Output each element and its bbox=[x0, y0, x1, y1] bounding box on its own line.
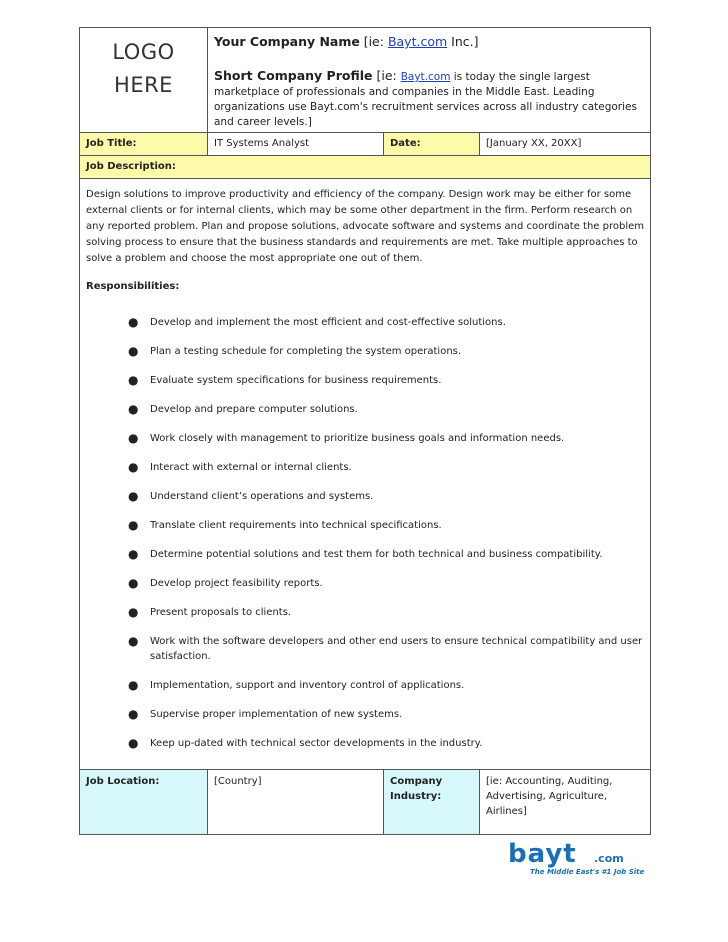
responsibility-text: Plan a testing schedule for completing the system operations. bbox=[150, 346, 462, 357]
responsibility-item bbox=[86, 431, 644, 446]
responsibility-item bbox=[86, 576, 644, 591]
bullet-icon: ● bbox=[128, 736, 139, 750]
company-profile bbox=[214, 68, 644, 130]
responsibility-text: Work with the software developers and other end users to ensure technical compatibility and user satisfaction. bbox=[150, 636, 643, 662]
job-title-label: Job Title: bbox=[80, 133, 208, 156]
responsibilities-heading: Responsibilities: bbox=[86, 281, 180, 292]
company-name-link[interactable]: Bayt.com bbox=[387, 34, 448, 49]
responsibility-text: Work closely with management to prioritize business goals and information needs. bbox=[150, 433, 565, 444]
responsibility-item bbox=[86, 315, 644, 330]
responsibility-text: Translate client requirements into technical specifications. bbox=[150, 520, 442, 531]
header-row bbox=[80, 28, 651, 133]
responsibility-item bbox=[86, 489, 644, 504]
job-description-body bbox=[80, 179, 651, 770]
responsibility-item bbox=[86, 518, 644, 533]
company-name-end: Inc.] bbox=[447, 34, 479, 49]
responsibility-item bbox=[86, 344, 644, 359]
bullet-icon: ● bbox=[128, 518, 139, 532]
profile-label: Short Company Profile bbox=[214, 68, 373, 83]
bullet-icon: ● bbox=[128, 634, 139, 648]
job-location-row bbox=[80, 770, 651, 835]
bullet-icon: ● bbox=[128, 605, 139, 619]
company-name-ie: [ie: bbox=[363, 34, 388, 49]
responsibility-text: Develop and prepare computer solutions. bbox=[150, 404, 358, 415]
bullet-icon: ● bbox=[128, 460, 139, 474]
responsibility-text: Develop and implement the most efficient and cost-effective solutions. bbox=[150, 317, 506, 328]
job-location-value: [Country] bbox=[208, 770, 384, 835]
job-description-body-row bbox=[80, 179, 651, 770]
logo-placeholder bbox=[80, 28, 208, 133]
company-info bbox=[208, 28, 651, 133]
responsibility-text: Present proposals to clients. bbox=[150, 607, 292, 618]
responsibility-item bbox=[86, 460, 644, 475]
profile-ie: [ie: bbox=[372, 68, 401, 83]
bullet-icon: ● bbox=[128, 315, 139, 329]
bayt-logo-tagline: The Middle East's #1 Job Site bbox=[530, 868, 645, 876]
responsibility-text: Interact with external or internal clients. bbox=[150, 462, 352, 473]
bayt-logo bbox=[508, 838, 648, 878]
bayt-logo-graphic bbox=[508, 838, 648, 878]
responsibility-item bbox=[86, 678, 644, 693]
responsibility-text: Develop project feasibility reports. bbox=[150, 578, 323, 589]
job-location-label: Job Location: bbox=[80, 770, 208, 835]
responsibility-text: Keep up-dated with technical sector developments in the industry. bbox=[150, 738, 483, 749]
company-industry-label: Company Industry: bbox=[384, 770, 480, 835]
job-description-document bbox=[79, 27, 650, 835]
responsibility-text: Understand client’s operations and systems. bbox=[150, 491, 374, 502]
job-description-text: Design solutions to improve productivity and efficiency of the company. Design work may be either for some external clients or for internal clients, which may be some other department in the firm. Perform research on any reported problem. Plan and propose solutions, advocate software and systems and coordinate the problem solving process to ensure that the business standards and requirements are met. Take multiple approaches to solve a problem and choose the most appropriate one out of them. bbox=[86, 189, 645, 264]
responsibility-item bbox=[86, 402, 644, 417]
bayt-logo-wordmark: bayt bbox=[508, 839, 577, 869]
responsibility-item bbox=[86, 373, 644, 388]
responsibility-item bbox=[86, 605, 644, 620]
responsibility-text: Evaluate system specifications for business requirements. bbox=[150, 375, 442, 386]
job-description-label-row bbox=[80, 156, 651, 179]
date-value: [January XX, 20XX] bbox=[480, 133, 651, 156]
responsibility-text: Determine potential solutions and test them for both technical and business compatibility. bbox=[150, 549, 603, 560]
responsibilities-list bbox=[86, 315, 644, 751]
profile-link[interactable]: Bayt.com bbox=[400, 71, 451, 83]
responsibility-item bbox=[86, 736, 644, 751]
bullet-icon: ● bbox=[128, 373, 139, 387]
bullet-icon: ● bbox=[128, 344, 139, 358]
bayt-logo-suffix: .com bbox=[594, 852, 624, 865]
bullet-icon: ● bbox=[128, 489, 139, 503]
responsibility-item bbox=[86, 634, 644, 664]
bullet-icon: ● bbox=[128, 576, 139, 590]
date-label: Date: bbox=[384, 133, 480, 156]
profile-text: is today the single largest marketplace of professionals and companies in the Middle East. Leading organizations use Bayt.com's recruitment services across all industry categories and career levels.] bbox=[214, 71, 637, 128]
company-industry-value: [ie: Accounting, Auditing, Advertising, Agriculture, Airlines] bbox=[480, 770, 651, 835]
job-title-row bbox=[80, 133, 651, 156]
logo-line-2: HERE bbox=[114, 73, 173, 97]
responsibility-item bbox=[86, 707, 644, 722]
responsibility-item bbox=[86, 547, 644, 562]
company-name-label: Your Company Name bbox=[214, 34, 360, 49]
bullet-icon: ● bbox=[128, 431, 139, 445]
bullet-icon: ● bbox=[128, 547, 139, 561]
job-description-label: Job Description: bbox=[80, 156, 651, 179]
responsibility-text: Supervise proper implementation of new systems. bbox=[150, 709, 403, 720]
logo-line-1: LOGO bbox=[112, 40, 175, 64]
responsibility-text: Implementation, support and inventory control of applications. bbox=[150, 680, 465, 691]
job-title-value: IT Systems Analyst bbox=[208, 133, 384, 156]
bullet-icon: ● bbox=[128, 707, 139, 721]
bullet-icon: ● bbox=[128, 402, 139, 416]
bullet-icon: ● bbox=[128, 678, 139, 692]
job-description-table bbox=[79, 27, 651, 835]
